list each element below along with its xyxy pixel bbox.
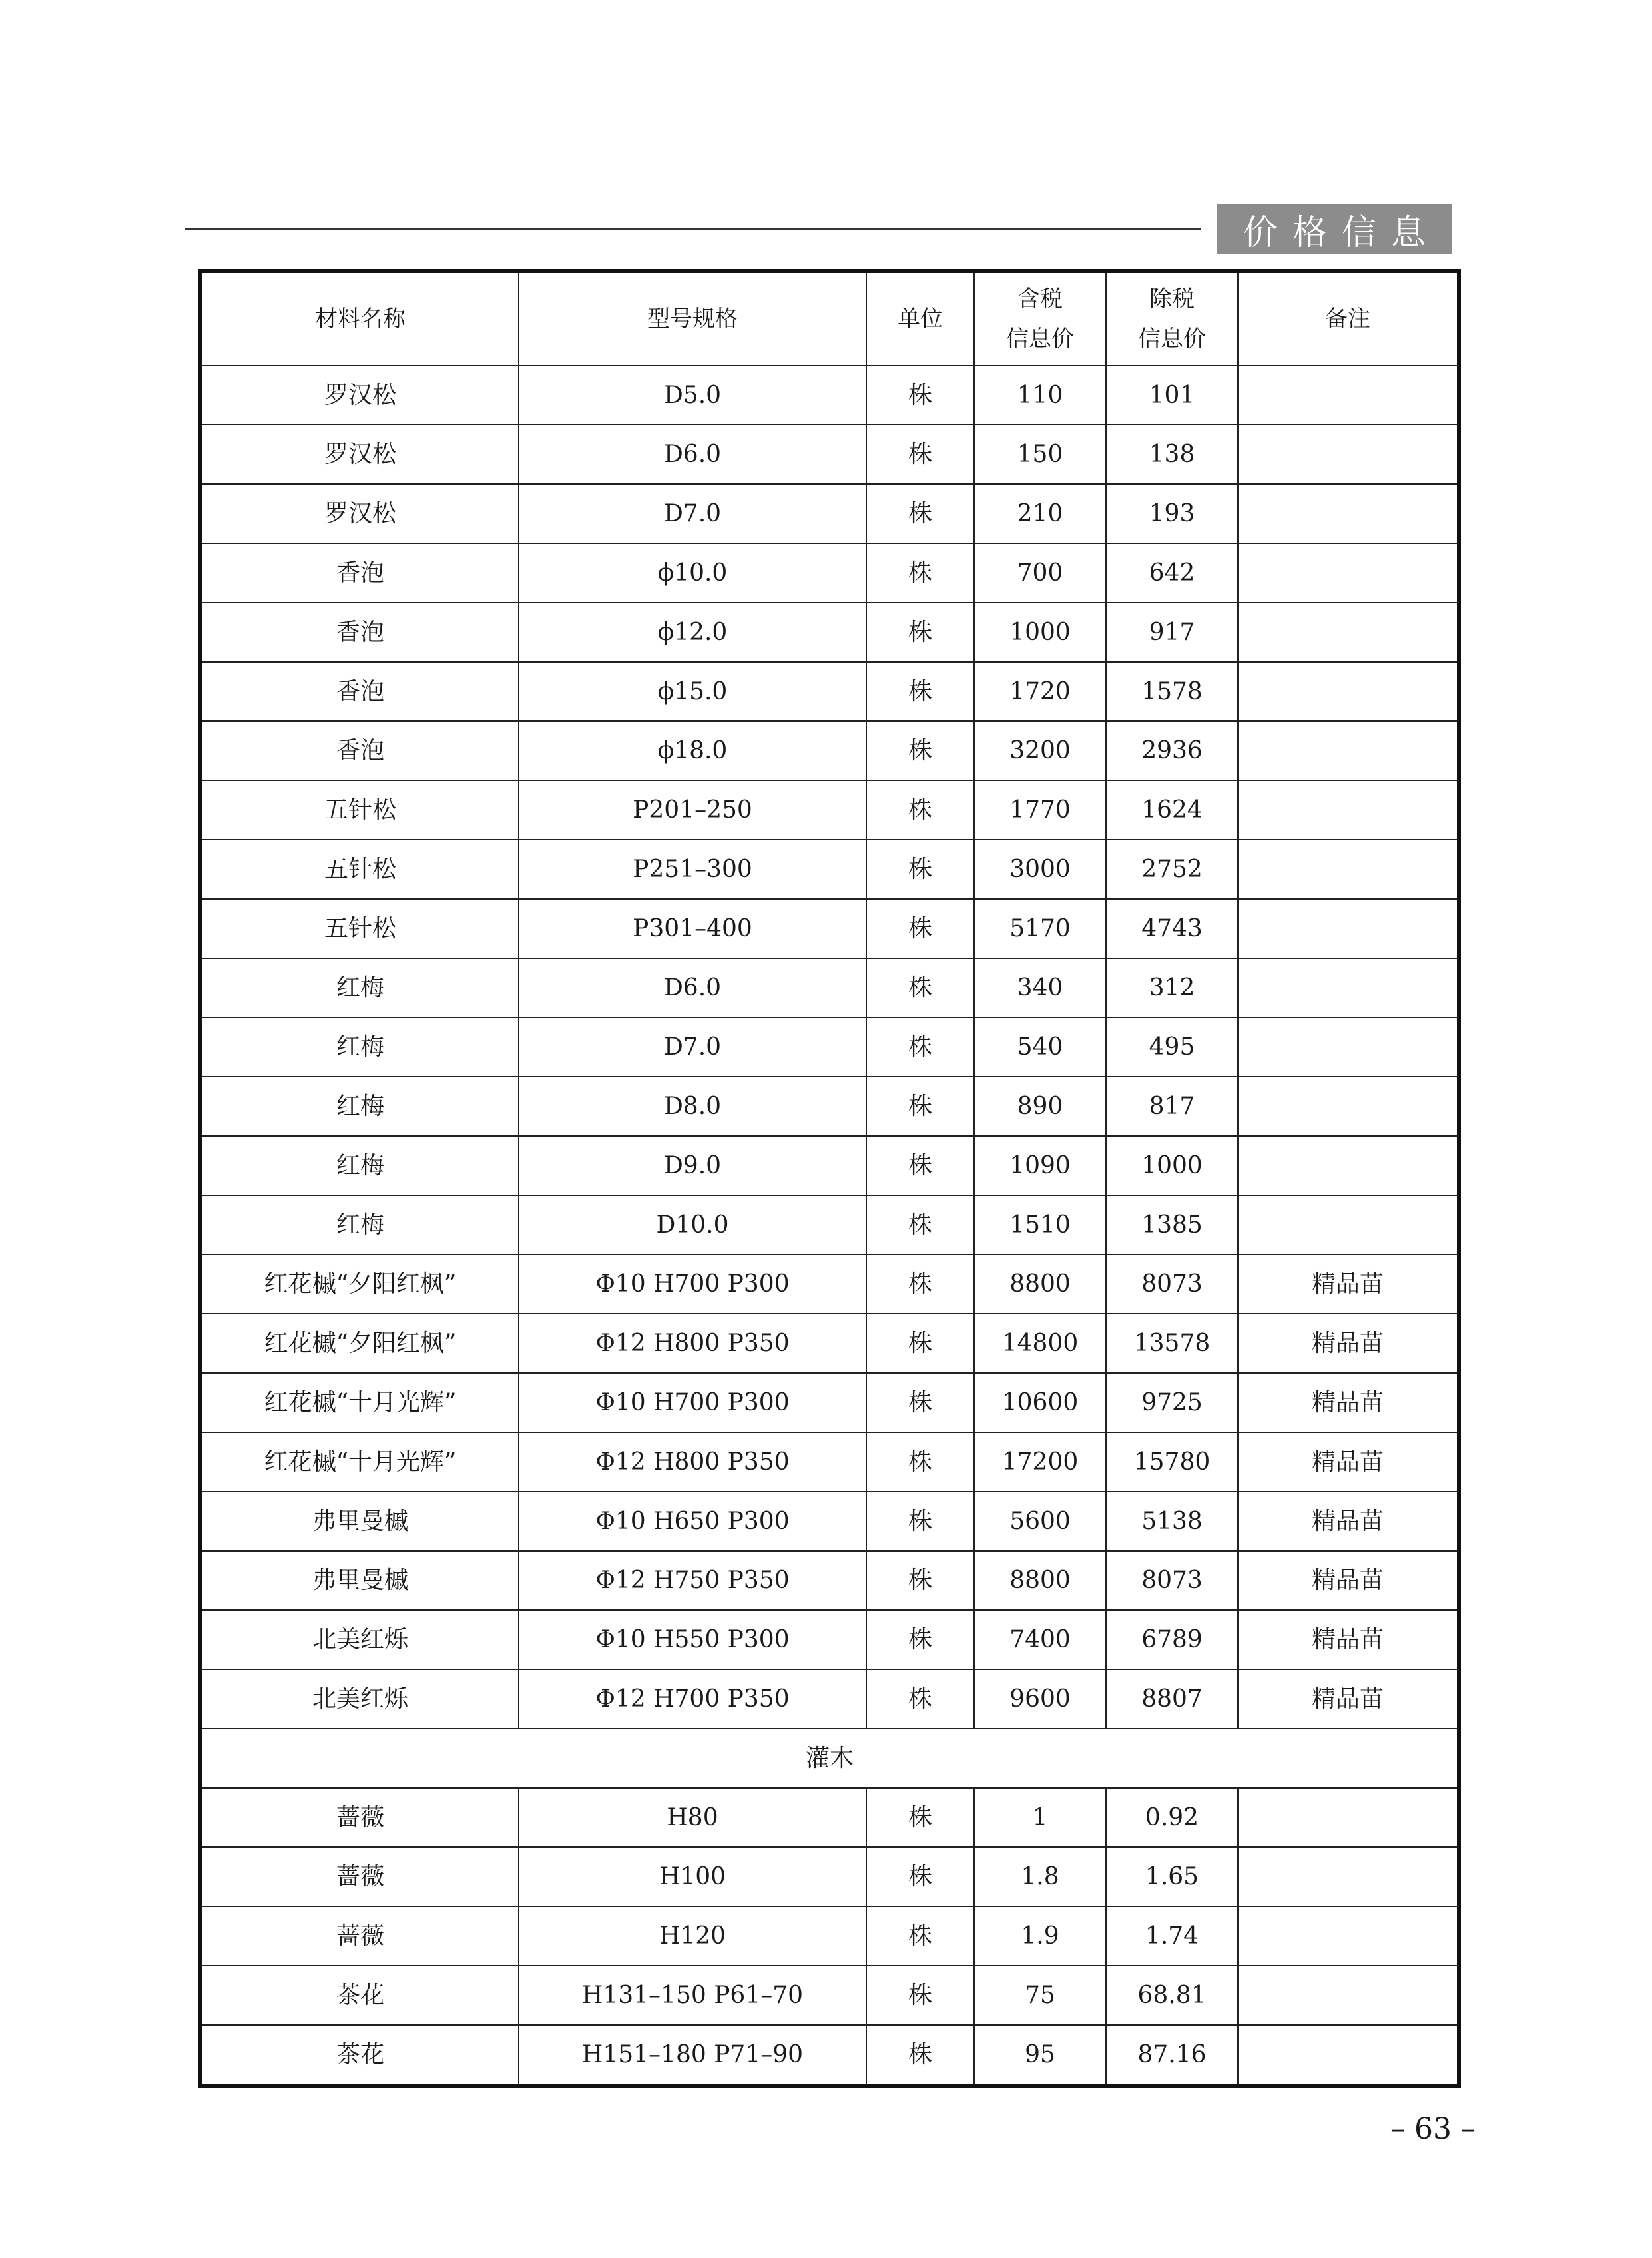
cell-price-incl-tax: 8800	[974, 1255, 1106, 1314]
cell-material-name: 红梅	[200, 1017, 519, 1077]
cell-price-excl-tax: 495	[1106, 1017, 1238, 1077]
cell-remarks: 精品苗	[1238, 1551, 1459, 1610]
table-row	[200, 484, 1459, 543]
cell-spec: ϕ15.0	[519, 662, 866, 721]
cell-price-excl-tax: 1385	[1106, 1195, 1238, 1255]
cell-price-excl-tax: 5138	[1106, 1492, 1238, 1551]
cell-price-incl-tax: 5600	[974, 1492, 1106, 1551]
cell-spec: H100	[519, 1847, 866, 1906]
cell-material-name: 五针松	[200, 840, 519, 899]
cell-spec: Φ10 H700 P300	[519, 1373, 866, 1432]
cell-unit: 株	[866, 1373, 974, 1432]
cell-spec: H131–150 P61–70	[519, 1966, 866, 2025]
cell-remarks	[1238, 1017, 1459, 1077]
cell-unit: 株	[866, 1788, 974, 1847]
cell-remarks: 精品苗	[1238, 1492, 1459, 1551]
cell-price-excl-tax: 9725	[1106, 1373, 1238, 1432]
cell-remarks	[1238, 1788, 1459, 1847]
cell-price-excl-tax: 87.16	[1106, 2025, 1238, 2086]
cell-price-excl-tax: 8073	[1106, 1255, 1238, 1314]
cell-material-name: 红梅	[200, 1077, 519, 1136]
cell-material-name: 红花槭“十月光辉”	[200, 1373, 519, 1432]
cell-spec: ϕ18.0	[519, 721, 866, 780]
cell-price-excl-tax: 642	[1106, 543, 1238, 603]
col-header-material-name: 材料名称	[200, 271, 519, 366]
cell-unit: 株	[866, 366, 974, 425]
cell-spec: D7.0	[519, 484, 866, 543]
table-row	[200, 840, 1459, 899]
cell-price-incl-tax: 17200	[974, 1432, 1106, 1492]
cell-spec: Φ12 H800 P350	[519, 1432, 866, 1492]
cell-price-excl-tax: 1578	[1106, 662, 1238, 721]
table-row	[200, 1314, 1459, 1373]
cell-price-incl-tax: 1090	[974, 1136, 1106, 1195]
cell-price-excl-tax: 1000	[1106, 1136, 1238, 1195]
cell-material-name: 红梅	[200, 958, 519, 1017]
cell-unit: 株	[866, 425, 974, 484]
cell-remarks: 精品苗	[1238, 1432, 1459, 1492]
cell-price-excl-tax: 13578	[1106, 1314, 1238, 1373]
cell-price-incl-tax: 14800	[974, 1314, 1106, 1373]
cell-material-name: 茶花	[200, 2025, 519, 2086]
table-header-row	[200, 271, 1459, 366]
cell-unit: 株	[866, 603, 974, 662]
cell-unit: 株	[866, 1492, 974, 1551]
table-row	[200, 1017, 1459, 1077]
cell-spec: D9.0	[519, 1136, 866, 1195]
col-header-price-excl-tax: 除税 信息价	[1106, 271, 1238, 366]
cell-material-name: 茶花	[200, 1966, 519, 2025]
cell-material-name: 蔷薇	[200, 1788, 519, 1847]
table-row	[200, 780, 1459, 840]
cell-material-name: 罗汉松	[200, 425, 519, 484]
cell-unit: 株	[866, 2025, 974, 2086]
cell-spec: P201–250	[519, 780, 866, 840]
cell-unit: 株	[866, 1077, 974, 1136]
cell-price-incl-tax: 340	[974, 958, 1106, 1017]
table-row	[200, 425, 1459, 484]
cell-price-incl-tax: 1720	[974, 662, 1106, 721]
cell-price-incl-tax: 8800	[974, 1551, 1106, 1610]
cell-price-incl-tax: 3200	[974, 721, 1106, 780]
cell-price-excl-tax: 15780	[1106, 1432, 1238, 1492]
cell-spec: H120	[519, 1906, 866, 1966]
cell-price-excl-tax: 6789	[1106, 1610, 1238, 1669]
cell-material-name: 红花槭“十月光辉”	[200, 1432, 519, 1492]
cell-price-incl-tax: 5170	[974, 899, 1106, 958]
cell-spec: ϕ12.0	[519, 603, 866, 662]
cell-price-incl-tax: 1510	[974, 1195, 1106, 1255]
cell-price-incl-tax: 1.8	[974, 1847, 1106, 1906]
cell-spec: D8.0	[519, 1077, 866, 1136]
cell-unit: 株	[866, 1314, 974, 1373]
table-row	[200, 1966, 1459, 2025]
cell-unit: 株	[866, 1195, 974, 1255]
cell-price-excl-tax: 2752	[1106, 840, 1238, 899]
cell-price-excl-tax: 4743	[1106, 899, 1238, 958]
cell-material-name: 红梅	[200, 1195, 519, 1255]
table-row	[200, 958, 1459, 1017]
cell-material-name: 弗里曼槭	[200, 1551, 519, 1610]
cell-price-excl-tax: 193	[1106, 484, 1238, 543]
cell-spec: D7.0	[519, 1017, 866, 1077]
cell-price-excl-tax: 817	[1106, 1077, 1238, 1136]
cell-price-excl-tax: 1.65	[1106, 1847, 1238, 1906]
col-header-price-incl-tax: 含税 信息价	[974, 271, 1106, 366]
cell-remarks	[1238, 1195, 1459, 1255]
cell-spec: Φ10 H650 P300	[519, 1492, 866, 1551]
cell-remarks	[1238, 899, 1459, 958]
cell-remarks	[1238, 543, 1459, 603]
cell-spec: D5.0	[519, 366, 866, 425]
table-row	[200, 543, 1459, 603]
cell-material-name: 香泡	[200, 543, 519, 603]
col-header-spec: 型号规格	[519, 271, 866, 366]
cell-price-excl-tax: 312	[1106, 958, 1238, 1017]
cell-price-incl-tax: 1000	[974, 603, 1106, 662]
table-row	[200, 1847, 1459, 1906]
cell-spec: D10.0	[519, 1195, 866, 1255]
cell-unit: 株	[866, 1136, 974, 1195]
cell-price-incl-tax: 540	[974, 1017, 1106, 1077]
cell-material-name: 北美红烁	[200, 1610, 519, 1669]
cell-material-name: 北美红烁	[200, 1669, 519, 1729]
table-row	[200, 366, 1459, 425]
cell-unit: 株	[866, 958, 974, 1017]
cell-unit: 株	[866, 721, 974, 780]
cell-unit: 株	[866, 484, 974, 543]
cell-unit: 株	[866, 840, 974, 899]
cell-price-excl-tax: 138	[1106, 425, 1238, 484]
table-row	[200, 1077, 1459, 1136]
cell-remarks	[1238, 1077, 1459, 1136]
cell-material-name: 蔷薇	[200, 1906, 519, 1966]
cell-price-incl-tax: 210	[974, 484, 1106, 543]
cell-remarks	[1238, 366, 1459, 425]
cell-spec: P251–300	[519, 840, 866, 899]
cell-spec: ϕ10.0	[519, 543, 866, 603]
cell-remarks	[1238, 425, 1459, 484]
cell-unit: 株	[866, 1551, 974, 1610]
cell-price-incl-tax: 75	[974, 1966, 1106, 2025]
table-row	[200, 721, 1459, 780]
cell-material-name: 弗里曼槭	[200, 1492, 519, 1551]
cell-unit: 株	[866, 1847, 974, 1906]
cell-material-name: 罗汉松	[200, 366, 519, 425]
cell-remarks	[1238, 603, 1459, 662]
table-section	[200, 1729, 1459, 1788]
cell-remarks	[1238, 1136, 1459, 1195]
cell-remarks	[1238, 721, 1459, 780]
table-body-shrubs	[200, 1788, 1459, 2086]
cell-remarks	[1238, 662, 1459, 721]
cell-material-name: 罗汉松	[200, 484, 519, 543]
cell-price-incl-tax: 7400	[974, 1610, 1106, 1669]
cell-price-incl-tax: 1.9	[974, 1906, 1106, 1966]
table-row	[200, 1136, 1459, 1195]
cell-price-excl-tax: 8807	[1106, 1669, 1238, 1729]
col-header-unit: 单位	[866, 271, 974, 366]
cell-remarks	[1238, 2025, 1459, 2086]
table-row	[200, 1906, 1459, 1966]
cell-price-incl-tax: 1	[974, 1788, 1106, 1847]
table-row	[200, 1373, 1459, 1432]
cell-material-name: 蔷薇	[200, 1847, 519, 1906]
cell-unit: 株	[866, 1610, 974, 1669]
cell-material-name: 红花槭“夕阳红枫”	[200, 1255, 519, 1314]
cell-spec: D6.0	[519, 425, 866, 484]
header-rule	[185, 228, 1201, 230]
table-body-trees	[200, 366, 1459, 1729]
table-row	[200, 1788, 1459, 1847]
cell-unit: 株	[866, 1017, 974, 1077]
cell-price-excl-tax: 1.74	[1106, 1906, 1238, 1966]
cell-material-name: 五针松	[200, 899, 519, 958]
section-row	[200, 1729, 1459, 1788]
cell-price-incl-tax: 10600	[974, 1373, 1106, 1432]
cell-spec: Φ10 H700 P300	[519, 1255, 866, 1314]
cell-price-incl-tax: 890	[974, 1077, 1106, 1136]
cell-material-name: 红梅	[200, 1136, 519, 1195]
cell-spec: Φ10 H550 P300	[519, 1610, 866, 1669]
table-row	[200, 1610, 1459, 1669]
section-label-shrubs: 灌木	[200, 1729, 1459, 1788]
table-row	[200, 1669, 1459, 1729]
cell-remarks	[1238, 780, 1459, 840]
cell-spec: H151–180 P71–90	[519, 2025, 866, 2086]
cell-price-incl-tax: 1770	[974, 780, 1106, 840]
cell-spec: Φ12 H750 P350	[519, 1551, 866, 1610]
cell-material-name: 香泡	[200, 662, 519, 721]
cell-price-incl-tax: 9600	[974, 1669, 1106, 1729]
cell-remarks	[1238, 1847, 1459, 1906]
cell-unit: 株	[866, 899, 974, 958]
cell-price-excl-tax: 101	[1106, 366, 1238, 425]
cell-price-excl-tax: 8073	[1106, 1551, 1238, 1610]
table-row	[200, 603, 1459, 662]
cell-price-excl-tax: 68.81	[1106, 1966, 1238, 2025]
cell-price-excl-tax: 917	[1106, 603, 1238, 662]
cell-remarks: 精品苗	[1238, 1314, 1459, 1373]
price-table	[198, 269, 1461, 2088]
cell-unit: 株	[866, 1255, 974, 1314]
cell-price-excl-tax: 0.92	[1106, 1788, 1238, 1847]
cell-remarks: 精品苗	[1238, 1669, 1459, 1729]
cell-unit: 株	[866, 1669, 974, 1729]
cell-remarks: 精品苗	[1238, 1373, 1459, 1432]
section-badge: 价格信息	[1217, 204, 1452, 254]
cell-price-excl-tax: 2936	[1106, 721, 1238, 780]
table-row	[200, 1551, 1459, 1610]
cell-remarks	[1238, 840, 1459, 899]
cell-unit: 株	[866, 1966, 974, 2025]
cell-material-name: 五针松	[200, 780, 519, 840]
cell-price-excl-tax: 1624	[1106, 780, 1238, 840]
cell-price-incl-tax: 150	[974, 425, 1106, 484]
table-row	[200, 662, 1459, 721]
col-header-remarks: 备注	[1238, 271, 1459, 366]
table-row	[200, 1255, 1459, 1314]
table-row	[200, 2025, 1459, 2086]
table-row	[200, 1492, 1459, 1551]
cell-unit: 株	[866, 662, 974, 721]
cell-spec: P301–400	[519, 899, 866, 958]
cell-remarks: 精品苗	[1238, 1255, 1459, 1314]
cell-spec: D6.0	[519, 958, 866, 1017]
table-row	[200, 899, 1459, 958]
table-row	[200, 1432, 1459, 1492]
page-number: – 63 –	[1390, 2112, 1476, 2146]
cell-remarks: 精品苗	[1238, 1610, 1459, 1669]
cell-price-incl-tax: 3000	[974, 840, 1106, 899]
cell-unit: 株	[866, 1906, 974, 1966]
cell-price-incl-tax: 700	[974, 543, 1106, 603]
cell-unit: 株	[866, 780, 974, 840]
cell-price-incl-tax: 110	[974, 366, 1106, 425]
cell-price-incl-tax: 95	[974, 2025, 1106, 2086]
cell-material-name: 香泡	[200, 721, 519, 780]
cell-material-name: 香泡	[200, 603, 519, 662]
cell-remarks	[1238, 1966, 1459, 2025]
cell-unit: 株	[866, 1432, 974, 1492]
cell-material-name: 红花槭“夕阳红枫”	[200, 1314, 519, 1373]
cell-remarks	[1238, 484, 1459, 543]
cell-spec: Φ12 H700 P350	[519, 1669, 866, 1729]
cell-remarks	[1238, 1906, 1459, 1966]
cell-unit: 株	[866, 543, 974, 603]
cell-remarks	[1238, 958, 1459, 1017]
table-row	[200, 1195, 1459, 1255]
cell-spec: H80	[519, 1788, 866, 1847]
cell-spec: Φ12 H800 P350	[519, 1314, 866, 1373]
